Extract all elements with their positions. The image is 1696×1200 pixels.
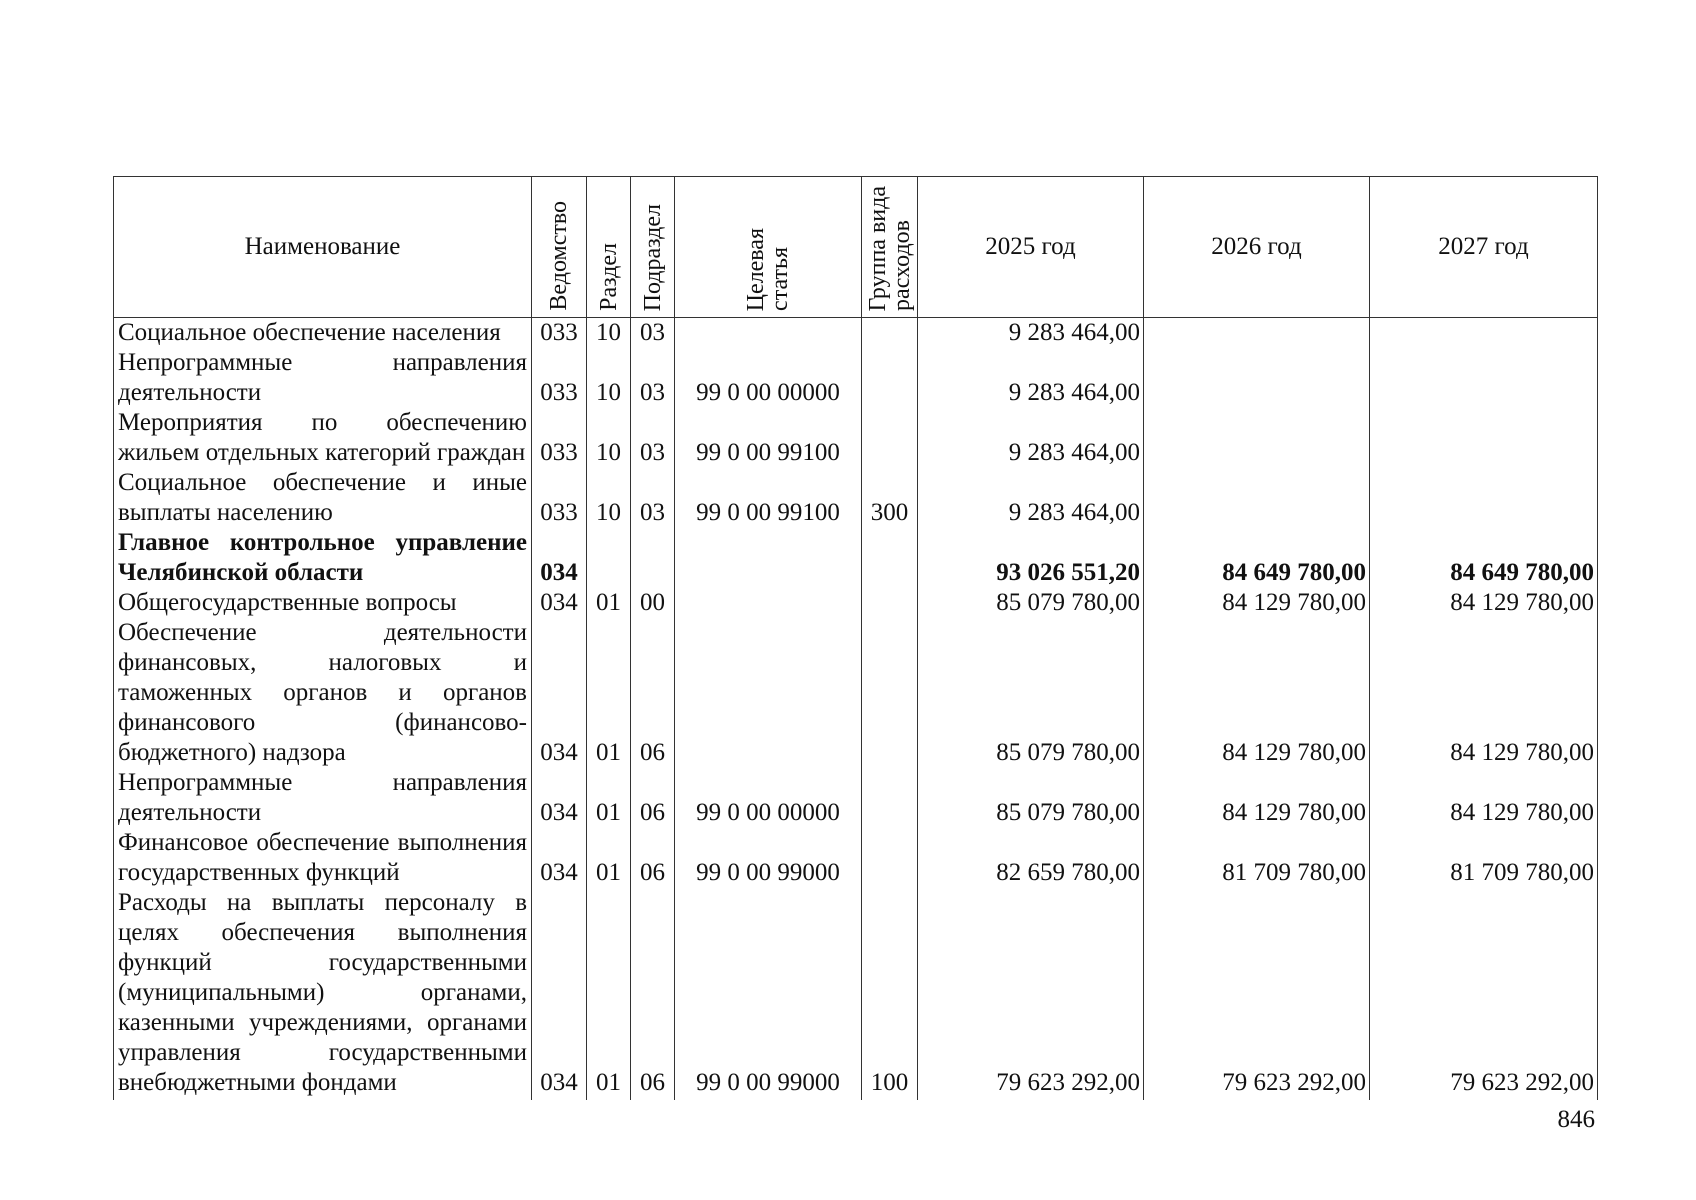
row-amount-2027 [1370,318,1598,349]
row-amount-2027: 84 129 780,00 [1370,588,1598,618]
row-department: 033 [532,408,587,468]
row-name: Финансовое обеспечение выполнения государственных функций [114,828,532,888]
row-target-article: 99 0 00 99000 [675,888,862,1100]
row-section: 10 [587,318,631,349]
header-year-2025-label: 2025 год [985,233,1076,260]
header-name [114,177,532,318]
table-row [114,888,1598,1100]
row-subsection: 03 [631,348,675,408]
row-amount-2027 [1370,468,1598,528]
header-target-article-line1: Целевая [743,227,769,311]
row-expense-group [862,408,918,468]
row-subsection: 06 [631,618,675,768]
header-year-2027-label: 2027 год [1438,233,1529,260]
header-subsection-label: Подраздел [639,203,666,311]
row-name: Главное контрольное управление Челябинской области [114,528,532,588]
row-section: 01 [587,768,631,828]
row-name: Обеспечение деятельности финансовых, налоговых и таможенных органов и органов финансового (финансово-бюджетного) надзора [114,618,532,768]
row-section: 01 [587,618,631,768]
header-target-article [675,177,862,318]
row-section: 01 [587,828,631,888]
header-expense-group-line1: Группа вида [864,185,891,311]
row-department: 033 [532,468,587,528]
page-number: 846 [1557,1106,1595,1133]
row-subsection: 06 [631,888,675,1100]
table-row [114,828,1598,888]
row-target-article: 99 0 00 00000 [675,348,862,408]
header-year-2025 [918,177,1144,318]
row-expense-group [862,318,918,349]
row-amount-2026 [1144,318,1370,349]
row-target-article [675,588,862,618]
row-subsection: 03 [631,468,675,528]
header-department-label: Ведомство [546,201,572,311]
budget-table [113,176,1598,1100]
row-amount-2026: 84 129 780,00 [1144,618,1370,768]
row-department: 033 [532,348,587,408]
row-target-article: 99 0 00 99100 [675,468,862,528]
row-amount-2025: 9 283 464,00 [918,468,1144,528]
row-target-article [675,528,862,588]
row-amount-2026 [1144,468,1370,528]
row-name: Расходы на выплаты персоналу в целях обеспечения выполнения функций государственными (муниципальными) органами, казенными учреждениями, органами управления государственными внебюджетными фондами [114,888,532,1100]
row-subsection: 03 [631,318,675,349]
table-row [114,768,1598,828]
header-expense-group-line2: расходов [888,220,915,311]
row-section: 01 [587,588,631,618]
row-department: 034 [532,828,587,888]
row-name: Мероприятия по обеспечению жильем отдельных категорий граждан [114,408,532,468]
row-amount-2027: 84 129 780,00 [1370,768,1598,828]
row-section [587,528,631,588]
row-amount-2027: 81 709 780,00 [1370,828,1598,888]
row-amount-2025: 85 079 780,00 [918,588,1144,618]
row-amount-2026: 79 623 292,00 [1144,888,1370,1100]
row-amount-2025: 9 283 464,00 [918,408,1144,468]
row-name: Непрограммные направления деятельности [114,768,532,828]
row-subsection: 06 [631,768,675,828]
header-expense-group [862,177,918,318]
header-target-article-line2: статья [767,247,793,311]
row-subsection: 06 [631,828,675,888]
header-section [587,177,631,318]
row-department: 034 [532,618,587,768]
row-amount-2027 [1370,348,1598,408]
row-amount-2027: 79 623 292,00 [1370,888,1598,1100]
row-department: 034 [532,768,587,828]
header-year-2026 [1144,177,1370,318]
row-amount-2026: 84 129 780,00 [1144,588,1370,618]
row-section: 01 [587,888,631,1100]
row-department: 034 [532,528,587,588]
row-expense-group: 100 [862,888,918,1100]
row-expense-group [862,618,918,768]
row-amount-2025: 79 623 292,00 [918,888,1144,1100]
row-amount-2026 [1144,408,1370,468]
row-amount-2027: 84 129 780,00 [1370,618,1598,768]
row-target-article: 99 0 00 99100 [675,408,862,468]
row-amount-2025: 85 079 780,00 [918,618,1144,768]
header-year-2026-label: 2026 год [1211,233,1302,260]
row-department: 034 [532,888,587,1100]
row-target-article [675,618,862,768]
row-amount-2025: 85 079 780,00 [918,768,1144,828]
row-amount-2025: 9 283 464,00 [918,318,1144,349]
row-amount-2026: 84 649 780,00 [1144,528,1370,588]
row-name: Непрограммные направления деятельности [114,348,532,408]
row-expense-group [862,588,918,618]
row-department: 034 [532,588,587,618]
row-subsection [631,528,675,588]
row-section: 10 [587,408,631,468]
table-row-department-total [114,528,1598,588]
row-amount-2025: 82 659 780,00 [918,828,1144,888]
row-amount-2025: 93 026 551,20 [918,528,1144,588]
row-amount-2026 [1144,348,1370,408]
row-amount-2026: 81 709 780,00 [1144,828,1370,888]
row-expense-group [862,768,918,828]
row-name: Социальное обеспечение и иные выплаты населению [114,468,532,528]
table-row [114,348,1598,408]
header-name-label: Наименование [244,233,401,260]
row-expense-group: 300 [862,468,918,528]
row-target-article: 99 0 00 99000 [675,828,862,888]
row-target-article [675,318,862,349]
header-subsection [631,177,675,318]
row-expense-group [862,348,918,408]
table-header-row [114,177,1598,318]
header-section-label: Раздел [595,243,622,311]
row-amount-2025: 9 283 464,00 [918,348,1144,408]
table-row [114,318,1598,349]
row-subsection: 03 [631,408,675,468]
table-row [114,408,1598,468]
row-amount-2027: 84 649 780,00 [1370,528,1598,588]
table-row [114,468,1598,528]
row-subsection: 00 [631,588,675,618]
row-expense-group [862,528,918,588]
row-name: Социальное обеспечение населения [114,318,532,349]
row-section: 10 [587,468,631,528]
row-amount-2026: 84 129 780,00 [1144,768,1370,828]
row-section: 10 [587,348,631,408]
row-amount-2027 [1370,408,1598,468]
row-name: Общегосударственные вопросы [114,588,532,618]
row-expense-group [862,828,918,888]
table-row [114,588,1598,618]
header-department [532,177,587,318]
header-year-2027 [1370,177,1598,318]
table-row [114,618,1598,768]
row-target-article: 99 0 00 00000 [675,768,862,828]
row-department: 033 [532,318,587,349]
